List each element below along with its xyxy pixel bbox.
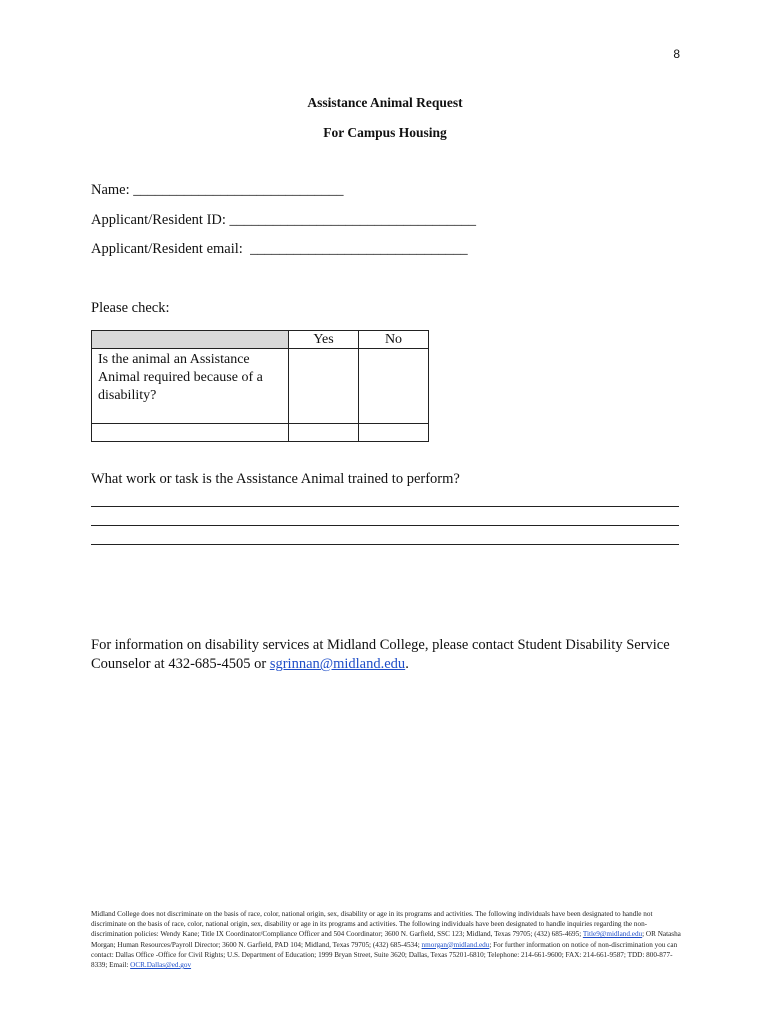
name-label: Name: bbox=[91, 182, 130, 198]
empty-cell bbox=[359, 424, 429, 442]
table-row bbox=[92, 424, 429, 442]
no-checkbox-cell[interactable] bbox=[359, 349, 429, 424]
yes-checkbox-cell[interactable] bbox=[289, 349, 359, 424]
form-subtitle: For Campus Housing bbox=[323, 125, 447, 140]
email-blank[interactable]: ______________________________ bbox=[250, 241, 468, 257]
email-field[interactable] bbox=[91, 241, 468, 258]
counselor-email-link[interactable]: sgrinnan@midland.edu bbox=[269, 656, 406, 672]
footer-text-2: ; OR Natasha Morgan; Human Resources/Payroll Director; 3600 N. Garfield, PAD 104; Midland, Texas 79705; (432) 685-4534; bbox=[91, 930, 681, 949]
info-paragraph bbox=[91, 636, 691, 674]
table-row bbox=[92, 349, 429, 424]
id-label: Applicant/Resident ID: bbox=[91, 212, 226, 228]
answer-line[interactable] bbox=[91, 544, 679, 545]
empty-cell bbox=[92, 424, 289, 442]
footer-text-3: ; For further information on notice of non-discrimination you can contact: Dallas Office -Office for Civil Rights; U.S. Department of Education; 1999 Bryan Street, Suite 3620; Dallas, Texas 75201-6810; Telephone: 214-661-9600; FAX: 214-661-9587; TDD: 800-877-8339; Email: bbox=[91, 940, 678, 970]
info-end: . bbox=[405, 656, 409, 672]
footer-text: Midland College does not discriminate on the basis of race, color, national origin, sex, disability or age in its programs and activities. The following individuals have been designated to handle not discriminate on the basis of race, color, national origin, sex, disability or age in its programs and activities. The following individuals have been designated to handle inquiries regarding the non-discrimination policies: Wendy Kane; Title IX Coordinator/Compliance Officer and 504 Coordinator; 3600 N. Garfield, SSC 123; Midland, Texas 79705; (432) 685-4695; bbox=[91, 910, 653, 939]
col-no: No bbox=[359, 331, 429, 349]
check-table-header bbox=[92, 331, 429, 349]
answer-line[interactable] bbox=[91, 525, 679, 526]
empty-cell bbox=[289, 424, 359, 442]
col-yes: Yes bbox=[289, 331, 359, 349]
email-label: Applicant/Resident email: bbox=[91, 241, 243, 257]
title9-email-link[interactable]: Title9@midland.edu bbox=[582, 930, 643, 939]
info-text: For information on disability services at Midland College, please contact Student Disability Service Counselor at 432-685-4505 or bbox=[91, 637, 670, 672]
check-label: Please check: bbox=[91, 300, 170, 316]
id-blank[interactable]: __________________________________ bbox=[229, 212, 477, 228]
check-table bbox=[91, 330, 429, 442]
header-blank-cell bbox=[92, 331, 289, 349]
form-title: Assistance Animal Request bbox=[307, 95, 463, 110]
question-cell: Is the animal an Assistance Animal required because of a disability? bbox=[92, 349, 289, 424]
nondiscrimination-footer bbox=[91, 909, 681, 970]
ocr-email-link[interactable]: OCR.Dallas@ed.gov bbox=[130, 961, 192, 970]
id-field[interactable] bbox=[91, 212, 476, 229]
page-number: 8 bbox=[673, 47, 680, 61]
hr-email-link[interactable]: nmorgan@midland.edu bbox=[421, 940, 490, 949]
name-blank[interactable]: _____________________________ bbox=[133, 182, 344, 198]
task-question: What work or task is the Assistance Animal trained to perform? bbox=[91, 471, 460, 487]
answer-line[interactable] bbox=[91, 506, 679, 507]
name-field[interactable] bbox=[91, 182, 344, 199]
